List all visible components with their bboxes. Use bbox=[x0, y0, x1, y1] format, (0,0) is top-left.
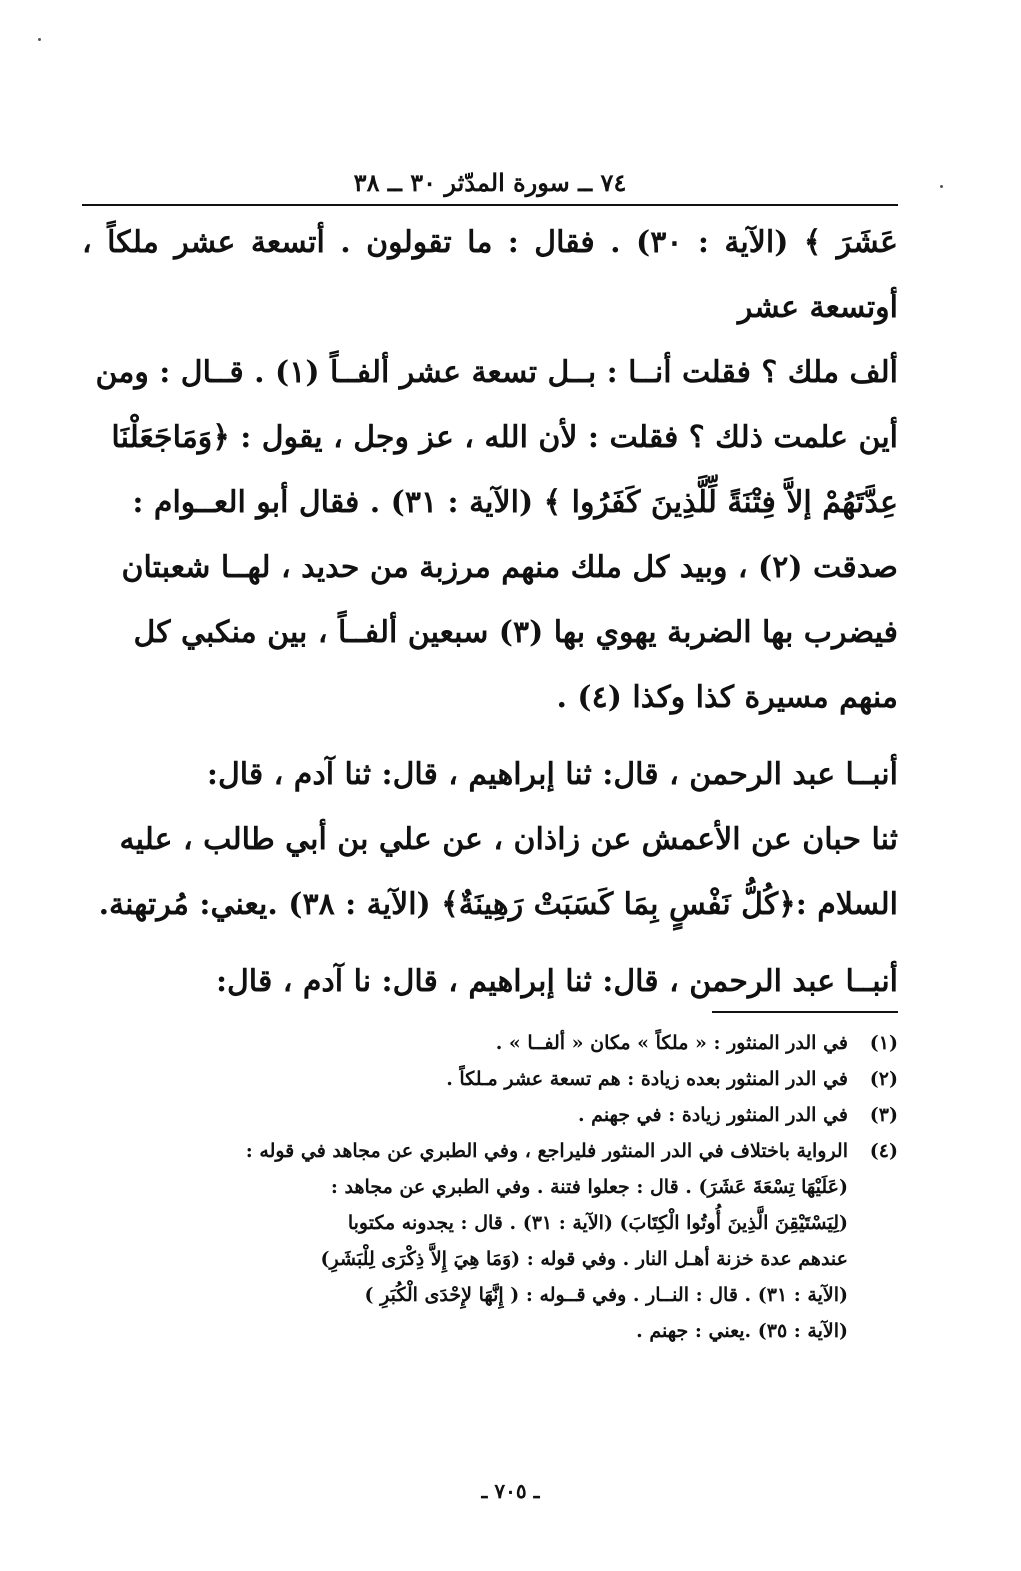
footnote-line: (الآية : ٣١) . قال : النــار . وفي قــوله : ( إِنَّهَا لإِحْدَى الْكُبَرِ ) bbox=[364, 1284, 848, 1306]
footnote-line: في الدر المنثور : « ملكاً » مكان « ألفــا » . bbox=[495, 1032, 848, 1054]
footnote-number: (١) bbox=[869, 1032, 898, 1054]
footnote-line: الرواية باختلاف في الدر المنثور فليراجع ، وفي الطبري عن مجاهد في قوله : bbox=[245, 1140, 848, 1162]
footnote-1 bbox=[82, 1025, 898, 1061]
footnote-line: في الدر المنثور زيادة : في جهنم . bbox=[577, 1104, 848, 1126]
text-line: فيضرب بها الضربة يهوي بها (٣) سبعين ألفــاً ، بين منكبي كل bbox=[133, 615, 898, 650]
paragraph-2 bbox=[82, 742, 898, 937]
text-line: السلام :﴿كُلُّ نَفْسٍ بِمَا كَسَبَتْ رَهِينَةٌ﴾ (الآية : ٣٨) .يعني: مُرتهنة. bbox=[98, 887, 898, 922]
text-line: ثنا حبان عن الأعمش عن زاذان ، عن علي بن أبي طالب ، عليه bbox=[119, 822, 898, 857]
footnote-2 bbox=[82, 1061, 898, 1097]
footnote-number: (٣) bbox=[869, 1104, 898, 1126]
footnote-line: في الدر المنثور بعده زيادة : هم تسعة عشر مـلكاً . bbox=[446, 1068, 848, 1090]
scan-speck bbox=[940, 185, 943, 188]
footnote-number: (٤) bbox=[869, 1140, 898, 1162]
footnote-4 bbox=[82, 1133, 898, 1349]
text-line: عَشَرَ ﴾ (الآية : ٣٠) . فقال : ما تقولون . أتسعة عشر ملكاً ، أوتسعة عشر bbox=[82, 225, 899, 325]
footnote-number: (٢) bbox=[869, 1068, 898, 1090]
text-line: ألف ملك ؟ فقلت أنــا : بــل تسعة عشر ألفــاً (١) . قــال : ومن bbox=[95, 355, 898, 390]
text-line: أين علمت ذلك ؟ فقلت : لأن الله ، عز وجل ، يقول : ﴿وَمَاجَعَلْنَا bbox=[111, 420, 898, 455]
text-line: منهم مسيرة كذا وكذا (٤) . bbox=[556, 680, 898, 715]
page-number: ـ ٧٠٥ ـ bbox=[481, 1479, 540, 1503]
main-text bbox=[82, 210, 898, 1014]
paragraph-1 bbox=[82, 210, 898, 730]
footnotes bbox=[82, 1025, 898, 1349]
paragraph-3 bbox=[82, 949, 898, 1014]
footnote-rule bbox=[712, 1011, 898, 1013]
footnote-text bbox=[82, 1133, 848, 1349]
footnote-3 bbox=[82, 1097, 898, 1133]
footnote-text bbox=[82, 1097, 848, 1133]
text-line: أنبــا عبد الرحمن ، قال: ثنا إبراهيم ، قال: ثنا آدم ، قال: bbox=[206, 757, 898, 792]
scan-speck bbox=[38, 38, 41, 41]
running-header bbox=[82, 163, 898, 203]
footnote-text bbox=[82, 1061, 848, 1097]
text-line: صدقت (٢) ، وبيد كل ملك منهم مرزبة من حديد ، لهــا شعبتان bbox=[121, 550, 898, 585]
footnote-line: (لِيَسْتَيْقِنَ الَّذِينَ أُوتُوا الْكِتَابَ) (الآية : ٣١) . قال : يجدونه مكتوبا bbox=[347, 1212, 848, 1234]
footnote-text bbox=[82, 1025, 848, 1061]
footnote-line: (عَلَيْهَا تِسْعَةَ عَشَرَ) . قال : جعلوا فتنة . وفي الطبري عن مجاهد : bbox=[330, 1176, 848, 1198]
text-line: أنبــا عبد الرحمن ، قال: ثنا إبراهيم ، قال: نا آدم ، قال: bbox=[215, 964, 898, 999]
header-title: ٧٤ ــ سورة المدّثر ٣٠ ــ ٣٨ bbox=[353, 168, 627, 197]
footnote-line: (الآية : ٣٥) .يعني : جهنم . bbox=[636, 1320, 848, 1342]
text-line: عِدَّتَهُمْ إلاَّ فِتْنَةً لِّلَّذِينَ كَفَرُوا ﴾ (الآية : ٣١) . فقال أبو العــوام : bbox=[132, 485, 898, 520]
footnote-line: عندهم عدة خزنة أهـل النار . وفي قوله : (وَمَا هِيَ إِلاَّ ذِكْرَى لِلْبَشَرِ) bbox=[320, 1248, 848, 1270]
header-rule bbox=[82, 204, 898, 206]
